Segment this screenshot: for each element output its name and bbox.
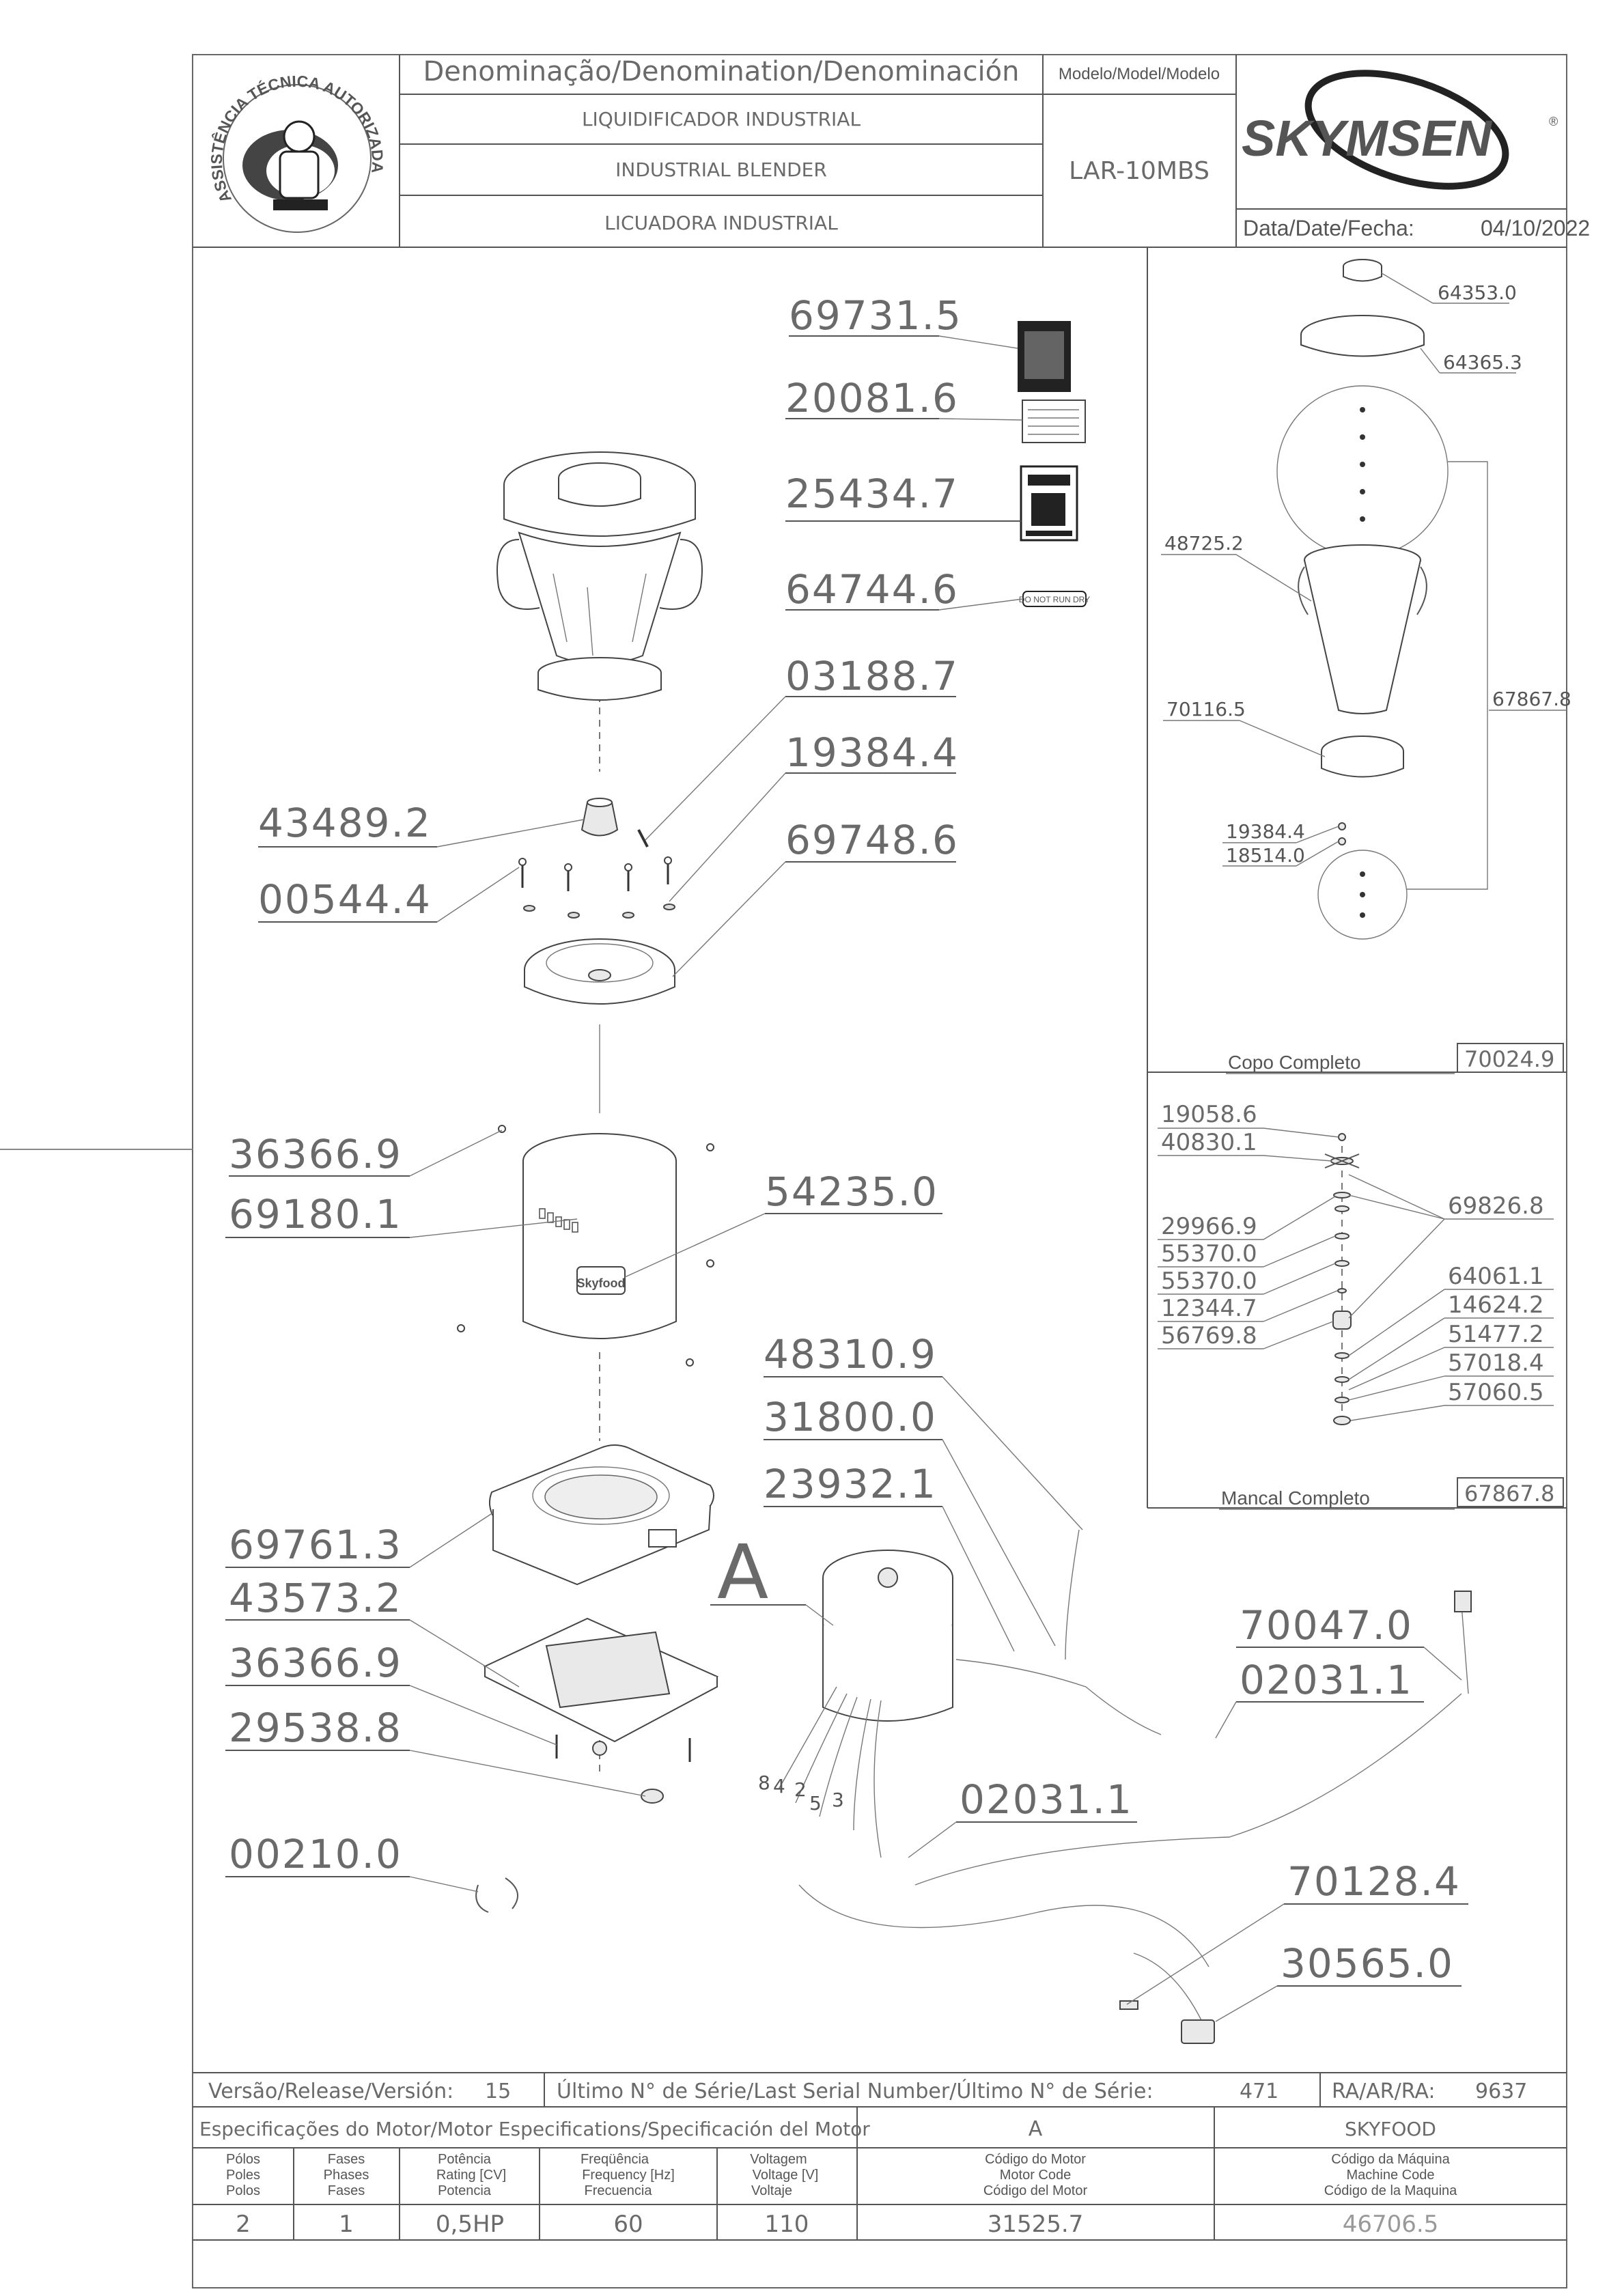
- spec-value: 2: [236, 2211, 251, 2238]
- bottom-plate: [476, 1619, 717, 1912]
- col-header: Phases: [323, 2168, 369, 2183]
- part-number: 36366.9: [229, 1640, 402, 1686]
- spec-value: 46706.5: [1342, 2211, 1439, 2238]
- mancal-completo-panel: [1158, 1101, 1563, 1509]
- blender-jar: [497, 452, 702, 700]
- model-value: LAR-10MBS: [1069, 157, 1209, 185]
- coupling-assembly: [519, 798, 675, 918]
- part-number: 51477.2: [1448, 1321, 1544, 1348]
- skymsen-logo: [1242, 51, 1558, 208]
- spec-value: 0,5HP: [435, 2211, 505, 2238]
- part-number: 23932.1: [764, 1461, 937, 1507]
- part-number: 40830.1: [1161, 1129, 1257, 1156]
- part-number: 29538.8: [229, 1705, 402, 1751]
- col-header: Poles: [225, 2168, 261, 2183]
- mancal-code: 67867.8: [1464, 1481, 1555, 1507]
- part-number: 30565.0: [1281, 1940, 1454, 1987]
- mancal-title: Mancal Completo: [1221, 1487, 1370, 1509]
- date-label: Data/Date/Fecha:: [1243, 216, 1414, 240]
- part-number: 64061.1: [1448, 1263, 1544, 1290]
- part-number: 19058.6: [1161, 1101, 1257, 1128]
- model-label: Modelo/Model/Modelo: [1058, 65, 1220, 83]
- name-english: INDUSTRIAL BLENDER: [615, 158, 827, 181]
- skyfood-badge: Skyfood: [576, 1276, 626, 1290]
- part-number: 67867.8: [1492, 688, 1571, 710]
- spec-value: 31525.7: [987, 2211, 1084, 2238]
- part-number: 69748.6: [785, 817, 959, 863]
- col-header: Freqüência: [580, 2152, 649, 2167]
- name-portuguese: LIQUIDIFICADOR INDUSTRIAL: [581, 108, 861, 130]
- denomination-label: Denominação/Denomination/Denominación: [423, 56, 1020, 87]
- col-header: Voltagem: [750, 2152, 807, 2167]
- spec-value: 1: [339, 2211, 354, 2238]
- part-number: 70047.0: [1240, 1602, 1413, 1649]
- part-number: 14624.2: [1448, 1291, 1544, 1319]
- part-number: 12344.7: [1161, 1295, 1257, 1322]
- col-header: Fases: [327, 2152, 365, 2167]
- col-header: Motor Code: [999, 2168, 1072, 2183]
- motor-base-housing: [490, 1445, 714, 1584]
- authorized-service-seal: [208, 72, 387, 232]
- safety-labels-artwork: [1018, 321, 1090, 606]
- part-number: 64744.6: [785, 566, 959, 613]
- date-value: 04/10/2022: [1481, 216, 1591, 240]
- part-number: 57060.5: [1448, 1379, 1544, 1406]
- part-number: 48310.9: [764, 1331, 937, 1377]
- brand-name: SKYMSEN: [1242, 110, 1492, 167]
- drawing-text: 8: [758, 1772, 770, 1794]
- part-number: 19384.4: [1226, 820, 1305, 843]
- col-header: Código de la Maquina: [1324, 2183, 1457, 2198]
- part-number: 29966.9: [1161, 1213, 1257, 1240]
- copo-title: Copo Completo: [1228, 1052, 1361, 1073]
- name-spanish: LICUADORA INDUSTRIAL: [604, 212, 838, 234]
- part-number: 57018.4: [1448, 1349, 1544, 1377]
- part-number: 55370.0: [1161, 1268, 1257, 1295]
- part-number: 55370.0: [1161, 1240, 1257, 1268]
- col-header: Frecuencia: [584, 2183, 652, 2198]
- col-header: Fases: [327, 2183, 365, 2198]
- drawing-text: 4: [773, 1775, 785, 1797]
- drawing-text: 5: [809, 1792, 822, 1815]
- col-header: Rating [CV]: [436, 2168, 507, 2183]
- col-header: Voltage [V]: [752, 2168, 819, 2183]
- part-number: 70128.4: [1287, 1858, 1461, 1905]
- part-number: 19384.4: [785, 729, 959, 776]
- part-number: 03188.7: [785, 653, 959, 699]
- motor-cover-cylinder: [458, 1125, 714, 1366]
- part-number: 48725.2: [1164, 532, 1244, 555]
- spec-table: [193, 2073, 1567, 2240]
- part-number: 25434.7: [785, 471, 959, 517]
- part-number: 20081.6: [785, 375, 959, 421]
- spec-value: 110: [764, 2211, 809, 2238]
- part-number: 64353.0: [1438, 281, 1517, 304]
- part-number: 02031.1: [1240, 1657, 1413, 1703]
- part-number: 69180.1: [229, 1191, 402, 1237]
- drawing-text: ASSISTÊNCIA TÉCNICA AUTORIZADA: [207, 72, 387, 206]
- part-number: 18514.0: [1226, 844, 1305, 867]
- part-number: 31800.0: [764, 1394, 937, 1440]
- part-number: 70116.5: [1166, 698, 1246, 720]
- motor-maker: SKYFOOD: [1345, 2118, 1436, 2140]
- svg-text:®: ®: [1549, 115, 1558, 128]
- col-header: Frequency [Hz]: [582, 2168, 675, 2183]
- ra-value: 9637: [1475, 2080, 1528, 2103]
- col-header: Código da Máquina: [1331, 2152, 1450, 2167]
- drawing-text: 3: [832, 1789, 844, 1811]
- wire-number-labels: [758, 1772, 844, 1815]
- spec-value: 60: [613, 2211, 643, 2238]
- part-number: 02031.1: [960, 1776, 1133, 1823]
- part-number: 00544.4: [258, 876, 432, 923]
- version-label: Versão/Release/Versión:: [208, 2080, 454, 2103]
- col-header: Código do Motor: [985, 2152, 1086, 2167]
- serial-label: Último N° de Série/Last Serial Number/Último N° de Série:: [557, 2080, 1153, 2103]
- part-number: 43573.2: [229, 1575, 402, 1621]
- serial-value: 471: [1240, 2080, 1279, 2103]
- col-header: Potência: [438, 2152, 491, 2167]
- part-number: 69826.8: [1448, 1192, 1544, 1220]
- do-not-run-label: DO NOT RUN DRY: [1018, 595, 1091, 604]
- drawing-text: 2: [794, 1778, 807, 1801]
- part-number: 36366.9: [229, 1131, 402, 1177]
- part-number: 43489.2: [258, 800, 432, 846]
- col-header: Potencia: [438, 2183, 491, 2198]
- part-number: 69761.3: [229, 1522, 402, 1568]
- motor-callout-letter: A: [717, 1528, 769, 1616]
- copo-code: 70024.9: [1464, 1046, 1555, 1072]
- part-number: 64365.3: [1443, 351, 1522, 374]
- col-header: Pólos: [225, 2152, 261, 2167]
- col-header: Voltaje: [751, 2183, 793, 2198]
- title-block: [193, 51, 1590, 247]
- col-header: Código del Motor: [983, 2183, 1088, 2198]
- col-header: Machine Code: [1346, 2168, 1435, 2183]
- version-value: 15: [485, 2080, 512, 2103]
- part-number: 69731.5: [789, 292, 962, 339]
- motor-spec-label: Especificações do Motor/Motor Especifications/Specificación del Motor: [199, 2118, 870, 2140]
- part-number: 00210.0: [229, 1831, 402, 1877]
- col-header: Polos: [225, 2183, 261, 2198]
- motor-letter: A: [1028, 2117, 1043, 2141]
- part-number: 54235.0: [765, 1168, 938, 1215]
- part-number: 56769.8: [1161, 1322, 1257, 1349]
- ra-label: RA/AR/RA:: [1332, 2080, 1436, 2103]
- jar-base-mount: [525, 939, 675, 1004]
